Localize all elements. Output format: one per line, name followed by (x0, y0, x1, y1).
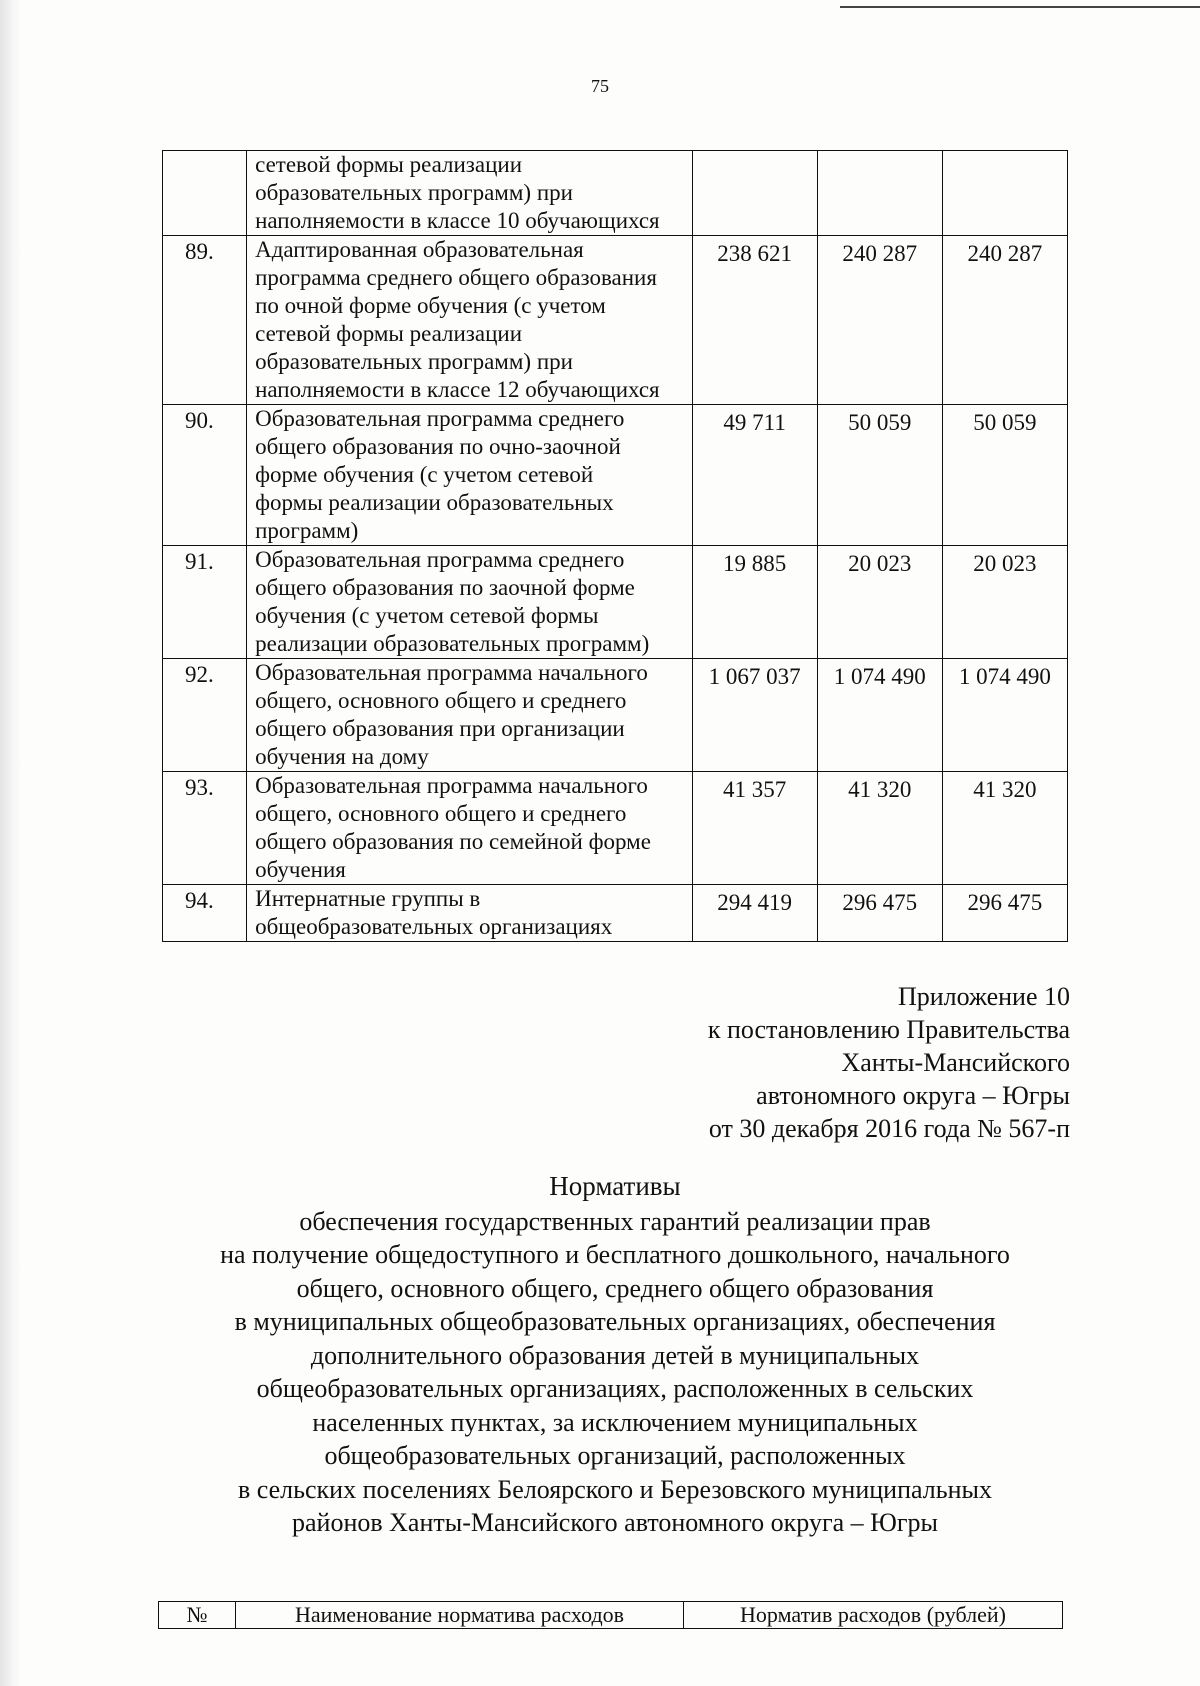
table-row (163, 405, 1068, 546)
row-value-cell (692, 546, 817, 659)
row-number (163, 151, 246, 153)
row-value-cell (692, 659, 817, 772)
row-value-cell (817, 151, 942, 236)
row-value-cell (692, 772, 817, 885)
row-value-cell (942, 405, 1067, 546)
row-value-cell (942, 236, 1067, 405)
row-name-line: общего образования по заочной форме (255, 575, 635, 600)
row-name-line: общего, основного общего и среднего (255, 801, 627, 826)
row-number-cell (163, 236, 247, 405)
row-name-line: программа среднего общего образования (255, 265, 657, 290)
scan-edge-top (840, 6, 1200, 8)
row-value-cell (817, 546, 942, 659)
row-name-line: сетевой формы реализации (255, 321, 523, 346)
row-value-cell (692, 885, 817, 942)
appendix-line: от 30 декабря 2016 года № 567-п (708, 1114, 1070, 1143)
title-line: общеобразовательных организаций, расположенных (324, 1441, 906, 1470)
row-value-v3 (943, 151, 1067, 155)
row-number: 89. (185, 239, 214, 264)
row-value-cell (942, 546, 1067, 659)
row-name-line: сетевой формы реализации (255, 152, 523, 177)
row-value-v3: 1 074 490 (958, 664, 1051, 689)
scan-edge-left (0, 0, 22, 1686)
row-number-cell (163, 405, 247, 546)
row-name-line: общего образования при организации (255, 716, 625, 741)
row-value-cell (817, 405, 942, 546)
row-name-line: обучения на дому (255, 744, 429, 769)
row-name-cell (247, 659, 692, 772)
row-value-v1: 238 621 (717, 241, 792, 266)
title-line: населенных пунктах, за исключением муниципальных (312, 1407, 918, 1437)
row-name-line: реализации образовательных программ) (255, 631, 650, 656)
row-value-cell (692, 236, 817, 405)
title-line: в сельских поселениях Белоярского и Березовского муниципальных (238, 1474, 992, 1504)
row-name-line: обучения (с учетом сетевой формы (255, 603, 599, 628)
table-row (163, 885, 1068, 942)
row-name-cell (247, 405, 692, 546)
row-name-line: Образовательная программа среднего (255, 547, 625, 572)
table-row (163, 546, 1068, 659)
row-number: 93. (185, 775, 214, 800)
title-line: в муниципальных общеобразовательных организациях, обеспечения (234, 1307, 996, 1336)
row-value-cell (817, 236, 942, 405)
row-name-line: формы реализации образовательных (255, 490, 614, 515)
row-name-line: образовательных программ) при (255, 180, 573, 205)
appendix-block (570, 980, 1070, 1145)
row-number: 91. (185, 549, 214, 574)
row-name-line: форме обучения (с учетом сетевой (255, 462, 594, 487)
row-name-line: Интернатные группы в (255, 886, 481, 911)
document-title (150, 1170, 1080, 1540)
row-name-line: Образовательная программа начального (255, 773, 648, 798)
table-header-row (159, 1602, 1063, 1629)
row-value-v2: 50 059 (848, 410, 912, 435)
row-value-cell (817, 885, 942, 942)
row-name-line: наполняемости в классе 12 обучающихся (255, 377, 660, 402)
row-value-cell (692, 405, 817, 546)
row-value-v3: 240 287 (967, 241, 1043, 266)
row-number-cell (163, 546, 247, 659)
table-row (163, 659, 1068, 772)
expenses-table (162, 150, 1068, 942)
appendix-line: к постановлению Правительства (707, 1015, 1070, 1044)
row-value-v2: 240 287 (842, 241, 918, 266)
expenses-table-body (163, 151, 1068, 942)
row-number-cell (163, 772, 247, 885)
header-num: № (159, 1602, 236, 1629)
row-name-line: обучения (255, 857, 346, 882)
row-name-line: общего образования по очно-заочной (255, 434, 621, 459)
row-value-cell (817, 659, 942, 772)
row-name-line: наполняемости в классе 10 обучающихся (255, 208, 660, 233)
appendix-line: Приложение 10 (897, 982, 1070, 1011)
title-line: общего, основного общего, среднего общего образования (296, 1273, 934, 1303)
row-name-line: Образовательная программа начального (255, 660, 648, 685)
row-name-line: общеобразовательных организациях (255, 914, 613, 939)
row-name-line: программ) (255, 518, 359, 543)
row-name-line: по очной форме обучения (с учетом (255, 293, 606, 318)
table-row (163, 151, 1068, 236)
row-value-v2: 296 475 (842, 890, 918, 915)
row-value-v1: 1 067 037 (708, 664, 801, 689)
row-value-v1: 294 419 (717, 890, 792, 915)
row-value-v3: 41 320 (973, 777, 1037, 802)
row-name-cell (247, 236, 692, 405)
row-value-v1: 19 885 (723, 551, 787, 576)
table-row (163, 772, 1068, 885)
table-row (163, 236, 1068, 405)
row-name-cell (247, 885, 692, 942)
row-name-line: общего образования по семейной форме (255, 829, 651, 854)
row-number-cell (163, 659, 247, 772)
header-name: Наименование норматива расходов (236, 1602, 684, 1629)
row-name-cell (247, 151, 692, 236)
row-value-v3: 296 475 (967, 890, 1043, 915)
row-value-v2: 20 023 (848, 551, 912, 576)
row-value-cell (692, 151, 817, 236)
title-line: дополнительного образования детей в муниципальных (310, 1340, 920, 1370)
page-number: 75 (591, 76, 609, 96)
row-value-v2: 41 320 (848, 777, 912, 802)
row-value-v2: 1 074 490 (833, 664, 926, 689)
title-line: общеобразовательных организациях, расположенных в сельских (256, 1374, 974, 1403)
row-value-v1: 49 711 (723, 410, 786, 435)
title-line: районов Ханты-Мансийского автономного округа – Югры (291, 1508, 938, 1537)
row-value-cell (942, 772, 1067, 885)
row-number-cell (163, 151, 247, 236)
title-line: на получение общедоступного и бесплатного дошкольного, начального (220, 1240, 1010, 1269)
row-value-cell (942, 151, 1067, 236)
row-value-v3: 50 059 (973, 410, 1037, 435)
row-number: 94. (185, 888, 214, 913)
title-heading: Нормативы (549, 1171, 681, 1201)
row-value-cell (942, 885, 1067, 942)
row-value-v1: 41 357 (723, 777, 787, 802)
norms-table-header (158, 1601, 1063, 1629)
row-name-line: общего, основного общего и среднего (255, 688, 627, 713)
header-norm: Норматив расходов (рублей) (684, 1602, 1063, 1629)
row-name-line: Адаптированная образовательная (255, 237, 584, 262)
row-number-cell (163, 885, 247, 942)
row-value-cell (817, 772, 942, 885)
title-line: обеспечения государственных гарантий реализации прав (299, 1206, 931, 1236)
row-name-line: Образовательная программа среднего (255, 406, 625, 431)
row-number: 92. (185, 662, 214, 687)
row-name-cell (247, 546, 692, 659)
row-value-v3: 20 023 (973, 551, 1037, 576)
appendix-line: Ханты-Мансийского (841, 1048, 1070, 1077)
row-value-cell (942, 659, 1067, 772)
appendix-line: автономного округа – Югры (756, 1081, 1070, 1110)
row-name-cell (247, 772, 692, 885)
row-name-line: образовательных программ) при (255, 349, 573, 374)
row-value-v2 (818, 151, 942, 155)
row-value-v1 (693, 151, 817, 155)
row-number: 90. (185, 408, 214, 433)
